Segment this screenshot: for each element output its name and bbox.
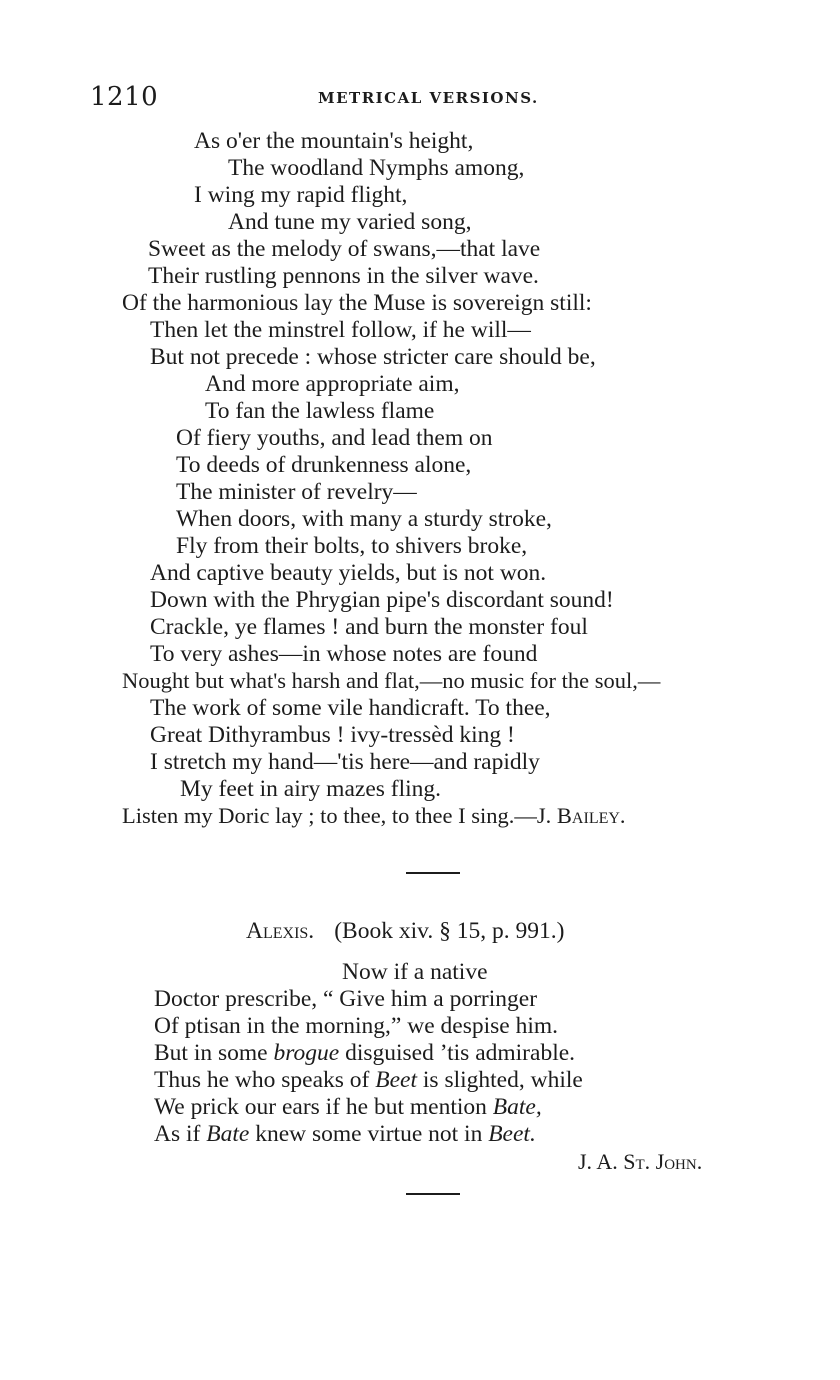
section-heading [246,916,564,946]
poem-text: knew some virtue not in [249,1121,489,1147]
poem-attribution: J. Bailey. [536,803,626,828]
poem-text: But in some [154,1040,274,1066]
poem-line: Nought but what's harsh and flat,—no music for the soul,— [122,668,661,693]
poem-text: is slighted, while [417,1067,583,1093]
poem-line: Great Dithyrambus ! ivy-tressèd king ! [150,722,515,748]
poem-line: And captive beauty yields, but is not won. [150,560,547,586]
poem-line: And more appropriate aim, [205,371,460,397]
section-rule [406,1193,460,1195]
poem-line: Down with the Phrygian pipe's discordant sound! [150,587,614,613]
poem-line: My feet in airy mazes fling. [180,776,442,802]
poem-line: Then let the minstrel follow, if he will— [150,317,531,343]
poem-line: The minister of revelry— [176,479,417,505]
poem-text: As if [154,1121,207,1147]
poem-line-text: Listen my Doric lay ; to thee, to thee I sing.— [122,803,537,828]
poem-line: I stretch my hand—'tis here—and rapidly [150,749,540,775]
poem-line: And tune my varied song, [228,209,472,235]
poem-last-line [122,802,626,830]
poem-italic-word: Bate [206,1121,250,1147]
poem-line: Sweet as the melody of swans,—that lave [148,236,541,262]
poem-line [154,1039,575,1067]
poem-line: Of ptisan in the morning,” we despise him. [154,1013,558,1039]
poem-line: To fan the lawless flame [205,398,435,424]
poem-italic-word: brogue [273,1040,340,1066]
poem-line: Doctor prescribe, “ Give him a porringer [154,986,538,1012]
poem-text: disguised ’tis admirable. [339,1040,576,1066]
section-author: Alexis. [246,918,315,944]
running-head: METRICAL VERSIONS. [318,89,539,107]
poem-line: The woodland Nymphs among, [228,155,525,181]
poem-italic-word: Beet [375,1067,418,1093]
poem-line: I wing my rapid flight, [194,182,408,208]
poem-line: The work of some vile handicraft. To thee, [150,695,551,721]
poem-line [154,1120,536,1148]
poem-line: To deeds of drunkenness alone, [176,452,472,478]
poem-line: Crackle, ye flames ! and burn the monster foul [150,614,588,640]
poem-line [154,1093,542,1121]
poem-line: Of fiery youths, and lead them on [176,425,493,451]
poem-line: As o'er the mountain's height, [194,128,474,154]
poem-line: Fly from their bolts, to shivers broke, [176,533,528,559]
poem-italic-word: Beet. [488,1121,536,1147]
poem-text: Thus he who speaks of [154,1067,376,1093]
poem-line: To very ashes—in whose notes are found [150,641,538,667]
poem-italic-word: Bate, [492,1094,542,1120]
section-rule [406,872,460,874]
poem-line: Now if a native [342,959,488,985]
poem-line: Of the harmonious lay the Muse is sovereign still: [122,290,592,316]
poem-text: We prick our ears if he but mention [154,1094,493,1120]
poem-attribution: J. A. St. John. [578,1149,703,1174]
page-number: 1210 [90,82,159,112]
poem-line: When doors, with many a sturdy stroke, [176,506,552,532]
section-reference: (Book xiv. § 15, p. 991.) [334,918,565,944]
poem-line: But not precede : whose stricter care should be, [150,344,596,370]
poem-line: Their rustling pennons in the silver wave. [148,263,539,289]
poem-line [154,1066,583,1094]
